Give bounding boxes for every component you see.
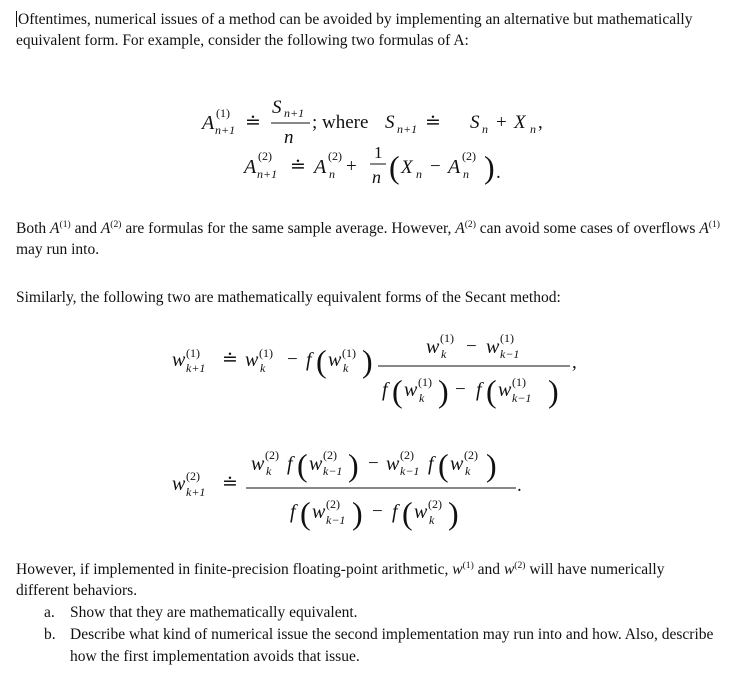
svg-text:n+1: n+1 bbox=[257, 167, 278, 181]
svg-text:A: A bbox=[244, 156, 257, 178]
svg-text:w: w bbox=[328, 349, 342, 371]
svg-text:A: A bbox=[202, 112, 215, 134]
svg-text:): ) bbox=[438, 373, 449, 409]
svg-text:w: w bbox=[450, 453, 464, 475]
secant-formula-2 bbox=[172, 447, 522, 531]
svg-text:n+1: n+1 bbox=[397, 122, 418, 136]
svg-text:k−1: k−1 bbox=[512, 391, 532, 405]
svg-text:k−1: k−1 bbox=[500, 347, 520, 361]
svg-text:f: f bbox=[290, 501, 296, 523]
svg-text:w: w bbox=[309, 453, 323, 475]
svg-text:n: n bbox=[463, 167, 469, 181]
svg-text:w: w bbox=[312, 501, 326, 523]
svg-text:(2): (2) bbox=[328, 149, 342, 163]
svg-text:k: k bbox=[419, 391, 425, 405]
secant-equations bbox=[0, 318, 737, 538]
svg-text:(2): (2) bbox=[428, 497, 442, 511]
svg-text:(2): (2) bbox=[265, 448, 279, 462]
svg-text:w: w bbox=[426, 336, 440, 358]
svg-text:.: . bbox=[517, 475, 522, 496]
svg-text:f: f bbox=[382, 379, 388, 401]
list-marker: b. bbox=[44, 626, 56, 643]
svg-text:k−1: k−1 bbox=[400, 464, 420, 478]
svg-text:S: S bbox=[385, 112, 395, 133]
svg-text:(2): (2) bbox=[462, 149, 476, 163]
svg-text:(2): (2) bbox=[186, 469, 200, 483]
svg-text:(2): (2) bbox=[326, 497, 340, 511]
average-formula-2 bbox=[242, 143, 501, 187]
svg-text:(1): (1) bbox=[418, 375, 432, 389]
svg-text:f: f bbox=[428, 453, 434, 475]
svg-text:(: ( bbox=[486, 373, 497, 409]
svg-text:≐: ≐ bbox=[425, 112, 441, 133]
svg-text:−: − bbox=[368, 453, 379, 474]
svg-text:k−1: k−1 bbox=[326, 513, 346, 527]
svg-text:n: n bbox=[372, 167, 381, 187]
svg-text:(1): (1) bbox=[500, 331, 514, 345]
svg-text:≐: ≐ bbox=[290, 156, 306, 177]
svg-text:): ) bbox=[362, 343, 373, 379]
svg-text:(1): (1) bbox=[186, 346, 200, 360]
svg-text:w: w bbox=[245, 349, 259, 371]
question-list bbox=[44, 602, 724, 668]
svg-text:; where: ; where bbox=[312, 112, 369, 133]
similarly-paragraph: Similarly, the following two are mathematically equivalent forms of the Secant method: bbox=[16, 289, 561, 306]
svg-text:(: ( bbox=[297, 447, 308, 483]
svg-text:(: ( bbox=[402, 495, 413, 531]
svg-text:w: w bbox=[486, 336, 500, 358]
list-item: b. Describe what kind of numerical issue the second implementation may run into and how. Also, describe how the first implementation avoids that issue. bbox=[44, 626, 714, 665]
svg-text:.: . bbox=[496, 162, 501, 183]
svg-text:): ) bbox=[448, 495, 459, 531]
average-equations bbox=[0, 90, 737, 195]
svg-text:A: A bbox=[448, 156, 461, 178]
svg-text:X: X bbox=[401, 157, 413, 178]
svg-text:(2): (2) bbox=[400, 448, 414, 462]
svg-text:w: w bbox=[172, 473, 186, 495]
svg-text:f: f bbox=[392, 501, 398, 523]
however-paragraph: However, if implemented in finite-precision floating-point arithmetic, $w^{(1)}$ and $w^{(2)}$ will have numerically different behaviors. bbox=[16, 559, 665, 599]
svg-text:(: ( bbox=[389, 149, 400, 185]
svg-text:k+1: k+1 bbox=[186, 485, 206, 499]
svg-text:(1): (1) bbox=[216, 106, 230, 120]
svg-text:k: k bbox=[343, 361, 349, 375]
svg-text:(1): (1) bbox=[342, 346, 356, 360]
svg-text:−: − bbox=[466, 336, 477, 357]
svg-text:(1): (1) bbox=[440, 331, 454, 345]
svg-text:n: n bbox=[329, 167, 335, 181]
svg-text:(: ( bbox=[316, 343, 327, 379]
svg-text:n+1: n+1 bbox=[284, 106, 305, 120]
svg-text:k+1: k+1 bbox=[186, 361, 206, 375]
svg-text:(2): (2) bbox=[464, 448, 478, 462]
svg-text:): ) bbox=[352, 495, 363, 531]
svg-text:k: k bbox=[465, 464, 471, 478]
svg-text:k: k bbox=[429, 513, 435, 527]
svg-text:w: w bbox=[386, 453, 400, 475]
svg-text:f: f bbox=[306, 349, 312, 371]
svg-text:n+1: n+1 bbox=[215, 123, 236, 137]
svg-text:+: + bbox=[496, 112, 507, 133]
both-paragraph: Both $A^{(1)}$ and $A^{(2)}$ are formulas for the same sample average. However, $A^{(2)}$ can avoid some cases of overflows $A^{(1)}$ may run into. bbox=[16, 218, 720, 258]
svg-text:k: k bbox=[266, 464, 272, 478]
svg-text:): ) bbox=[484, 149, 495, 185]
svg-text:X: X bbox=[514, 112, 526, 133]
svg-text:): ) bbox=[348, 447, 359, 483]
svg-text:f: f bbox=[287, 453, 293, 475]
svg-text:1: 1 bbox=[374, 143, 383, 162]
svg-text:(2): (2) bbox=[258, 149, 272, 163]
average-formula-1 bbox=[200, 97, 543, 148]
svg-text:,: , bbox=[572, 352, 577, 373]
svg-text:w: w bbox=[498, 379, 512, 401]
svg-text:(1): (1) bbox=[259, 346, 273, 360]
svg-text:f: f bbox=[476, 379, 482, 401]
list-marker: a. bbox=[44, 604, 55, 621]
svg-text:≐: ≐ bbox=[222, 349, 238, 370]
svg-text:): ) bbox=[486, 447, 497, 483]
svg-text:S: S bbox=[470, 112, 480, 133]
svg-text:+: + bbox=[346, 156, 357, 177]
svg-text:,: , bbox=[538, 112, 543, 133]
svg-text:−: − bbox=[430, 156, 441, 177]
svg-text:w: w bbox=[172, 349, 186, 371]
svg-text:k−1: k−1 bbox=[323, 464, 343, 478]
svg-text:(: ( bbox=[300, 495, 311, 531]
svg-text:w: w bbox=[404, 379, 418, 401]
svg-text:(: ( bbox=[392, 373, 403, 409]
text-cursor bbox=[16, 11, 17, 27]
svg-text:S: S bbox=[272, 97, 282, 118]
svg-text:≐: ≐ bbox=[222, 473, 238, 494]
svg-text:−: − bbox=[287, 349, 298, 370]
svg-text:k: k bbox=[260, 361, 266, 375]
svg-text:): ) bbox=[548, 373, 559, 409]
svg-text:A: A bbox=[314, 156, 327, 178]
svg-text:(1): (1) bbox=[512, 375, 526, 389]
list-item: a. Show that they are mathematically equivalent. bbox=[44, 602, 724, 624]
svg-text:n: n bbox=[416, 167, 422, 181]
intro-paragraph: Oftentimes, numerical issues of a method can be avoided by implementing an alternative but mathematically equivalent form. For example, consider the following two formulas of A: bbox=[16, 11, 693, 49]
svg-text:k: k bbox=[441, 347, 447, 361]
svg-text:(2): (2) bbox=[323, 448, 337, 462]
svg-text:n: n bbox=[284, 127, 294, 148]
svg-text:w: w bbox=[251, 453, 265, 475]
svg-text:w: w bbox=[414, 501, 428, 523]
svg-text:(: ( bbox=[438, 447, 449, 483]
svg-text:n: n bbox=[530, 122, 536, 136]
secant-formula-1 bbox=[172, 331, 577, 409]
svg-text:≐: ≐ bbox=[245, 112, 261, 133]
svg-text:−: − bbox=[372, 501, 383, 522]
svg-text:−: − bbox=[455, 379, 466, 400]
svg-text:n: n bbox=[482, 122, 488, 136]
